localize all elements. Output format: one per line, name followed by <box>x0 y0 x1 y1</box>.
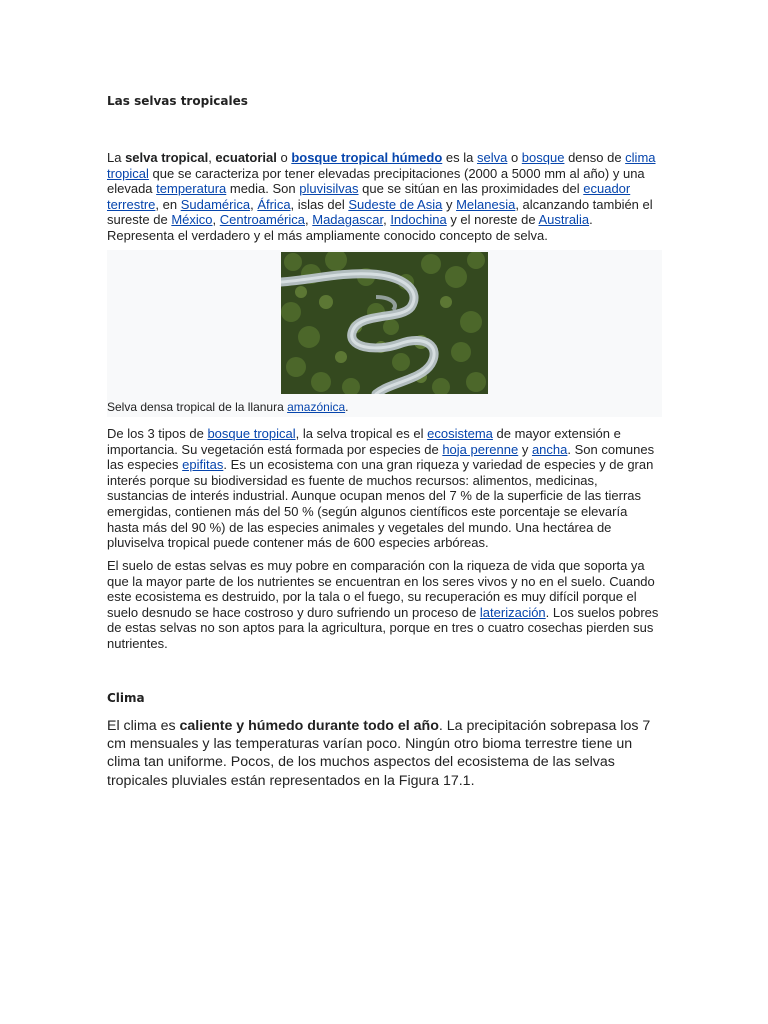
link-bosque-tropical-humedo[interactable]: bosque tropical húmedo <box>291 150 443 165</box>
link-selva[interactable]: selva <box>476 150 508 165</box>
link-ecosistema[interactable]: ecosistema <box>427 426 493 441</box>
link-mexico[interactable]: México <box>171 212 213 228</box>
link-bosque-tropical[interactable]: bosque tropical <box>207 426 296 441</box>
link-hoja-perenne[interactable]: hoja perenne <box>442 441 519 457</box>
link-centroamerica[interactable]: Centroamérica <box>219 212 306 228</box>
intro-paragraph: La selva tropical, ecuatorial o bosque tropical húmedo es la selva o bosque denso de clima tropical que se caracteriza por tener elevadas precipitaciones (2000 a 5000 mm al año) y una elevada temperatura media. Son pluvisilvas que se sitúan en las proximidades del ecuador terrestre, en Sudamérica, África, islas del Sudeste de Asia y Melanesia, alcanzando también el sureste de México, Centroamérica, Madagascar, Indochina y el noreste de Australia. Representa el verdadero y el más ampliamente conocido concepto de selva. <box>107 150 656 243</box>
link-australia[interactable]: Australia <box>538 212 590 228</box>
link-ancha[interactable]: ancha <box>531 441 568 457</box>
paragraph-clima: El clima es caliente y húmedo durante todo el año. La precipitación sobrepasa los 7 cm mensuales y las temperaturas varían poco. Ningún otro bioma terrestre tiene un clima tan uniforme. Pocos, de los muchos aspectos del ecosistema de las selvas tropicales pluviales están representados en la Figura 17.1. <box>107 718 651 789</box>
rainforest-river-image <box>281 252 488 394</box>
paragraph-suelo: El suelo de estas selvas es muy pobre en comparación con la riqueza de vida que soporta ya que la mayor parte de los nutrientes se encuentran en los seres vivos y no en el suelo. Cuando este ecosistema es destruido, por la tala o el fuego, su recuperación es muy difícil porque el suelo desnudo se hace costroso y duro sufriendo un proceso de laterización. Los suelos pobres de estas selvas no son aptos para la agricultura, porque en tres o cuatro cosechas pierden sus nutrientes. <box>107 558 659 651</box>
link-sudamerica[interactable]: Sudamérica <box>180 196 251 212</box>
link-bosque[interactable]: bosque <box>521 150 565 165</box>
link-temperatura[interactable]: temperatura <box>156 181 227 197</box>
link-amazonica[interactable]: amazónica <box>287 400 346 414</box>
link-melanesia[interactable]: Melanesia <box>456 196 516 212</box>
link-epifitas[interactable]: epifitas <box>182 457 224 473</box>
figure <box>107 250 662 417</box>
link-indochina[interactable]: Indochina <box>390 212 447 228</box>
link-africa[interactable]: África <box>257 196 291 212</box>
link-laterizacion[interactable]: laterización <box>479 604 546 620</box>
paragraph-tipos: De los 3 tipos de bosque tropical, la selva tropical es el ecosistema de mayor extensión e importancia. Su vegetación está formada por especies de hoja perenne y ancha. Son comunes las especies epifitas. Es un ecosistema con una gran riqueza y variedad de especies y de gran interés porque su biodiversidad es fuente de muchos recursos: alimentos, medicinas, sustancias de interés industrial. Aunque ocupan menos del 7 % de la superficie de las tierras emergidas, contienen más del 50 % (según algunos científicos este porcentaje se elevaría hasta más del 90 %) de las especies animales y vegetales del mundo. Una hectárea de pluviselva tropical puede contener más de 600 especies arbóreas. <box>107 426 655 551</box>
section-heading-clima: Clima <box>107 691 145 705</box>
link-sudeste-de-asia[interactable]: Sudeste de Asia <box>348 196 443 212</box>
link-ecuador-terrestre[interactable]: ecuador terrestre <box>107 181 631 212</box>
link-pluvisilvas[interactable]: pluvisilvas <box>299 181 359 197</box>
figure-caption: Selva densa tropical de la llanura amazónica. <box>107 400 349 414</box>
link-clima-tropical[interactable]: clima tropical <box>107 150 656 181</box>
link-madagascar[interactable]: Madagascar <box>312 212 384 228</box>
page-title: Las selvas tropicales <box>107 94 248 108</box>
